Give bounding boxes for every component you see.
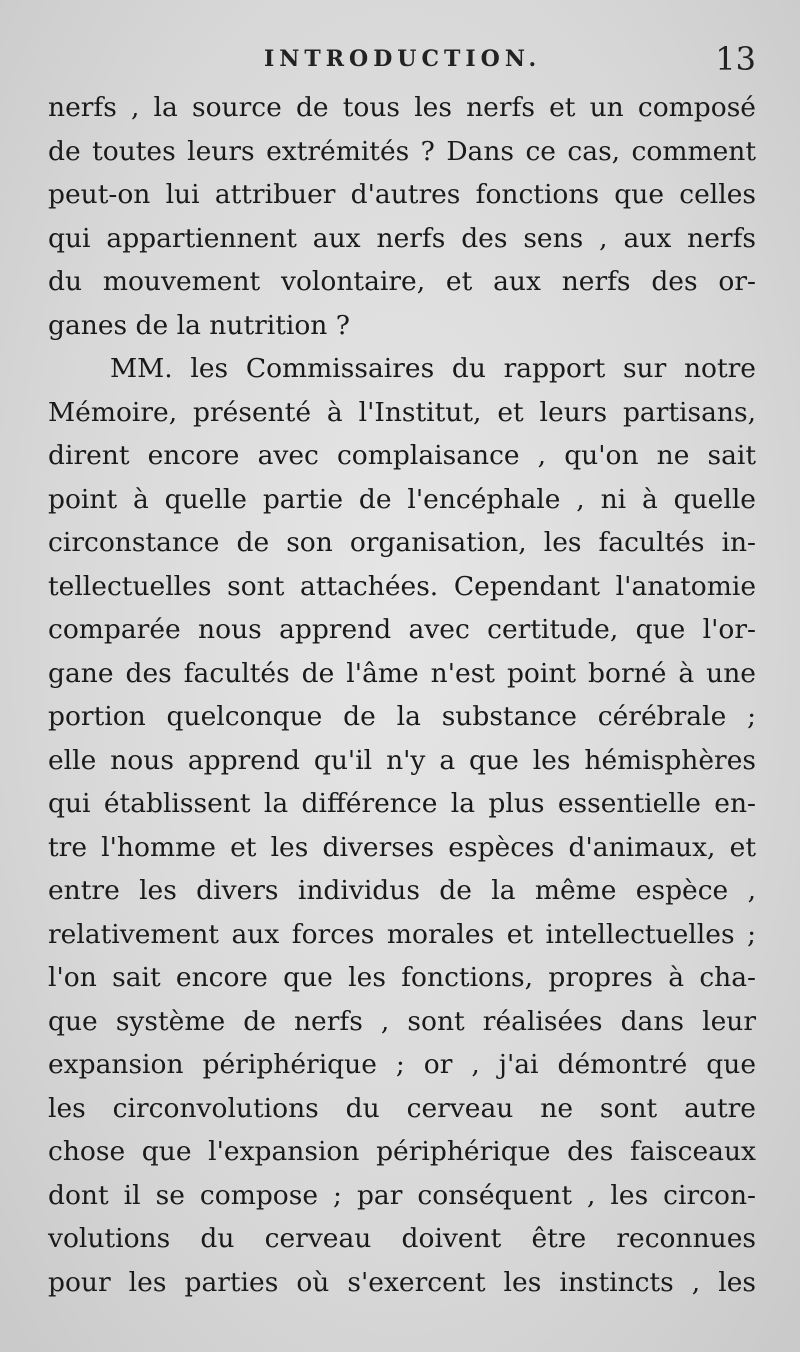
text-line: peut-on lui attribuer d'autres fonctions que celles (48, 179, 756, 210)
text-line: tre l'homme et les diverses espèces d'animaux, et (48, 831, 756, 863)
text-line: pour les parties où s'exercent les instincts , les (48, 1266, 756, 1298)
text-line: Mémoire, présenté à l'Institut, et leurs partisans, (48, 396, 756, 428)
text-line: expansion périphérique ; or , j'ai démontré que (48, 1049, 756, 1080)
text-line: qui établissent la différence la plus essentielle en- (48, 788, 756, 819)
page-number: 13 (715, 40, 756, 78)
text-line: volutions du cerveau doivent être reconnues (48, 1223, 756, 1254)
text-line: les circonvolutions du cerveau ne sont autre (48, 1092, 756, 1124)
text-line: tellectuelles sont attachées. Cependant l'anatomie (48, 570, 756, 602)
text-line: dirent encore avec complaisance , qu'on ne sait (48, 440, 756, 471)
page-header (48, 40, 756, 80)
text-line: que système de nerfs , sont réalisées dans leur (48, 1005, 756, 1037)
text-line: MM. les Commissaires du rapport sur notre (110, 353, 756, 384)
text-line: portion quelconque de la substance cérébrale ; (48, 701, 756, 732)
body-text (48, 86, 756, 1304)
text-line: qui appartiennent aux nerfs des sens , aux nerfs (48, 222, 756, 254)
text-line: chose que l'expansion périphérique des faisceaux (48, 1136, 756, 1167)
text-line: point à quelle partie de l'encéphale , ni à quelle (48, 483, 756, 515)
text-line: elle nous apprend qu'il n'y a que les hémisphères (48, 744, 756, 776)
running-head: INTRODUCTION. (264, 46, 542, 72)
text-line: entre les divers individus de la même espèce , (48, 875, 756, 906)
text-line: dont il se compose ; par conséquent , les circon- (48, 1179, 756, 1211)
text-line: du mouvement volontaire, et aux nerfs des or- (48, 266, 756, 297)
text-line: relativement aux forces morales et intellectuelles ; (48, 918, 756, 950)
text-line: gane des facultés de l'âme n'est point borné à une (48, 657, 756, 689)
text-line: de toutes leurs extrémités ? Dans ce cas, comment (48, 135, 756, 167)
text-line: circonstance de son organisation, les facultés in- (48, 527, 756, 558)
text-line: ganes de la nutrition ? (48, 309, 351, 341)
text-line: nerfs , la source de tous les nerfs et un composé (48, 92, 756, 123)
text-line: comparée nous apprend avec certitude, que l'or- (48, 614, 756, 645)
text-line: l'on sait encore que les fonctions, propres à cha- (48, 962, 756, 993)
